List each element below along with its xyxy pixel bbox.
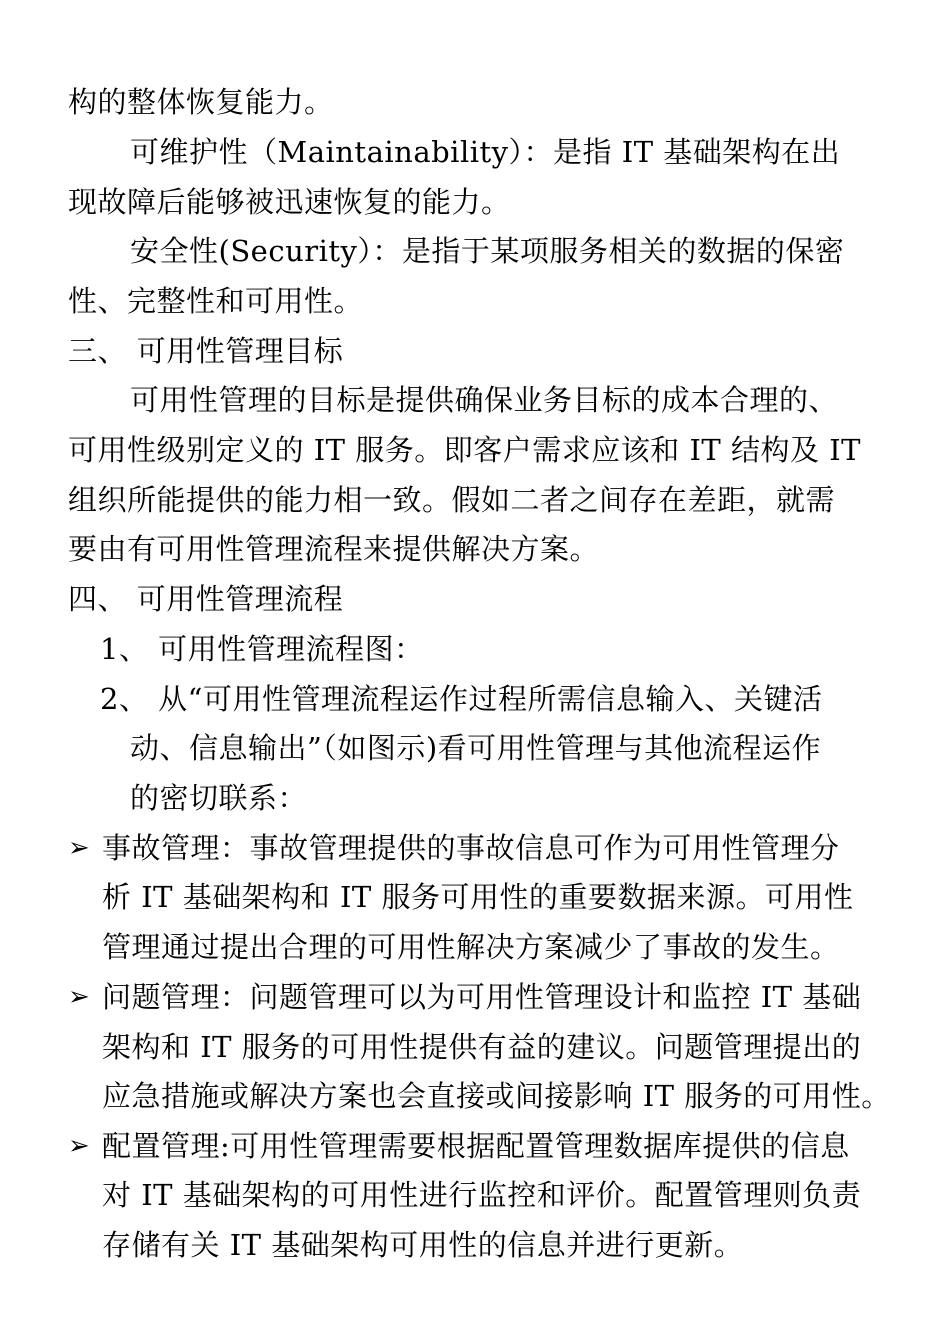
bullet-item: 配置管理:可用性管理需要根据配置管理数据库提供的信息	[102, 1129, 850, 1163]
section-heading: 四、 可用性管理流程	[68, 582, 344, 616]
text-line: 管理通过提出合理的可用性解决方案减少了事故的发生。	[102, 930, 840, 964]
bullet-arrow-icon: ➢	[68, 982, 90, 1012]
text-line: 存储有关 IT 基础架构可用性的信息并进行更新。	[102, 1228, 744, 1262]
text-line: 性、完整性和可用性。	[68, 284, 364, 318]
text-line: 架构和 IT 服务的可用性提供有益的建议。问题管理提出的	[102, 1030, 862, 1064]
bullet-item: 问题管理：问题管理可以为可用性管理设计和监控 IT 基础	[102, 980, 862, 1014]
text-line: 动、信息输出”（如图示)看可用性管理与其他流程运作	[130, 731, 822, 765]
text-line: 可用性级别定义的 IT 服务。即客户需求应该和 IT 结构及 IT	[68, 433, 861, 467]
text-line: 应急措施或解决方案也会直接或间接影响 IT 服务的可用性。	[102, 1079, 891, 1113]
numbered-item: 1、 可用性管理流程图：	[100, 632, 424, 666]
bullet-item: 事故管理：事故管理提供的事故信息可作为可用性管理分	[102, 831, 840, 865]
text-line: 现故障后能够被迅速恢复的能力。	[68, 185, 511, 219]
text-line: 对 IT 基础架构的可用性进行监控和评价。配置管理则负责	[102, 1178, 862, 1212]
numbered-item: 2、 从“可用性管理流程运作过程所需信息输入、关键活	[100, 682, 823, 716]
text-line: 可维护性（Maintainability）：是指 IT 基础架构在出	[130, 135, 841, 169]
text-line: 构的整体恢复能力。	[68, 85, 334, 119]
bullet-arrow-icon: ➢	[68, 1131, 90, 1161]
text-line: 组织所能提供的能力相一致。假如二者之间存在差距，就需	[68, 483, 836, 517]
section-heading: 三、 可用性管理目标	[68, 334, 344, 368]
text-line: 要由有可用性管理流程来提供解决方案。	[68, 532, 600, 566]
text-line: 的密切联系：	[130, 781, 308, 815]
text-line: 安全性(Security）：是指于某项服务相关的数据的保密	[130, 234, 845, 268]
text-line: 析 IT 基础架构和 IT 服务可用性的重要数据来源。可用性	[102, 880, 854, 914]
bullet-arrow-icon: ➢	[68, 833, 90, 863]
text-line: 可用性管理的目标是提供确保业务目标的成本合理的、	[130, 383, 839, 417]
